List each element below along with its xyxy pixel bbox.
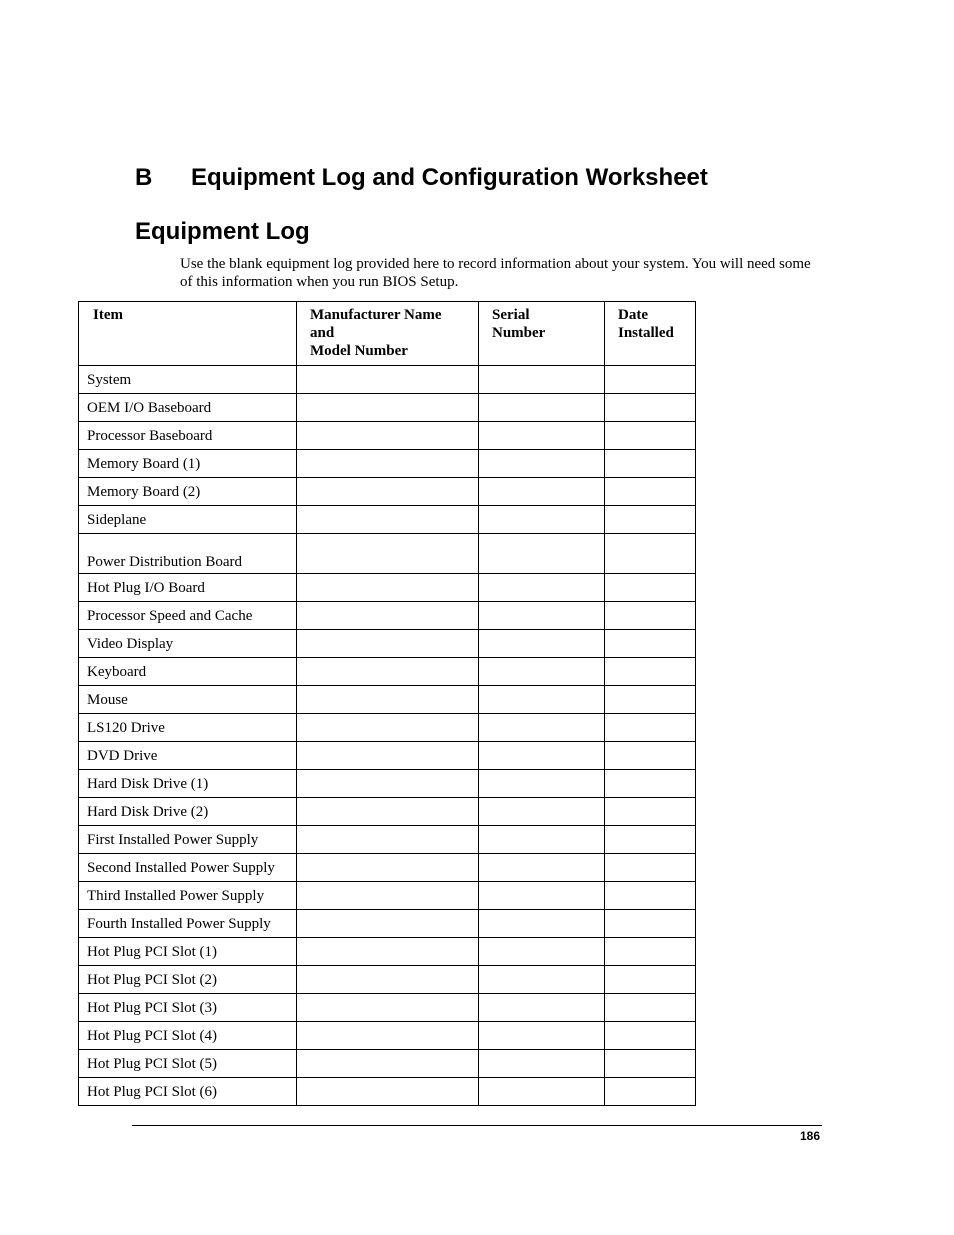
header-manufacturer xyxy=(297,302,479,366)
item-cell: OEM I/O Baseboard xyxy=(79,394,297,422)
serial-cell xyxy=(479,798,605,826)
item-cell: Processor Baseboard xyxy=(79,422,297,450)
manufacturer-cell xyxy=(297,366,479,394)
table-row xyxy=(79,910,696,938)
table-row xyxy=(79,686,696,714)
serial-cell xyxy=(479,966,605,994)
item-cell: Second Installed Power Supply xyxy=(79,854,297,882)
table-row xyxy=(79,478,696,506)
date-cell xyxy=(605,366,696,394)
date-cell xyxy=(605,910,696,938)
manufacturer-cell xyxy=(297,534,479,574)
date-cell xyxy=(605,630,696,658)
appendix-heading xyxy=(135,163,708,193)
serial-cell xyxy=(479,910,605,938)
table-header-row xyxy=(79,302,696,366)
manufacturer-cell xyxy=(297,910,479,938)
date-cell xyxy=(605,742,696,770)
serial-cell xyxy=(479,770,605,798)
item-cell: Keyboard xyxy=(79,658,297,686)
manufacturer-cell xyxy=(297,798,479,826)
item-cell: Memory Board (2) xyxy=(79,478,297,506)
serial-cell xyxy=(479,630,605,658)
item-cell: Hot Plug PCI Slot (2) xyxy=(79,966,297,994)
header-item-line1: Item xyxy=(93,307,123,323)
manufacturer-cell xyxy=(297,574,479,602)
date-cell xyxy=(605,506,696,534)
serial-cell xyxy=(479,394,605,422)
serial-cell xyxy=(479,422,605,450)
manufacturer-cell xyxy=(297,686,479,714)
date-cell xyxy=(605,422,696,450)
table-row xyxy=(79,422,696,450)
manufacturer-cell xyxy=(297,422,479,450)
serial-cell xyxy=(479,602,605,630)
date-cell xyxy=(605,658,696,686)
date-cell xyxy=(605,1078,696,1106)
manufacturer-cell xyxy=(297,854,479,882)
manufacturer-cell xyxy=(297,714,479,742)
date-cell xyxy=(605,1050,696,1078)
table-row xyxy=(79,770,696,798)
manufacturer-cell xyxy=(297,770,479,798)
serial-cell xyxy=(479,938,605,966)
serial-cell xyxy=(479,658,605,686)
item-cell: LS120 Drive xyxy=(79,714,297,742)
manufacturer-cell xyxy=(297,966,479,994)
item-cell: Hot Plug PCI Slot (1) xyxy=(79,938,297,966)
footer-rule xyxy=(132,1125,822,1126)
date-cell xyxy=(605,534,696,574)
header-serial-line2: Number xyxy=(492,325,546,341)
manufacturer-cell xyxy=(297,938,479,966)
table-row xyxy=(79,534,696,574)
header-manufacturer-line3: Model Number xyxy=(310,343,408,359)
table-row xyxy=(79,1022,696,1050)
table-row xyxy=(79,366,696,394)
date-cell xyxy=(605,450,696,478)
serial-cell xyxy=(479,366,605,394)
table-row xyxy=(79,966,696,994)
manufacturer-cell xyxy=(297,882,479,910)
item-cell: First Installed Power Supply xyxy=(79,826,297,854)
serial-cell xyxy=(479,1022,605,1050)
header-date xyxy=(605,302,696,366)
serial-cell xyxy=(479,534,605,574)
manufacturer-cell xyxy=(297,394,479,422)
manufacturer-cell xyxy=(297,630,479,658)
serial-cell xyxy=(479,478,605,506)
serial-cell xyxy=(479,826,605,854)
manufacturer-cell xyxy=(297,1078,479,1106)
table-row xyxy=(79,450,696,478)
item-cell: Mouse xyxy=(79,686,297,714)
table-row xyxy=(79,602,696,630)
serial-cell xyxy=(479,686,605,714)
header-item xyxy=(79,302,297,366)
header-date-line1: Date xyxy=(618,307,648,323)
item-cell: Third Installed Power Supply xyxy=(79,882,297,910)
table-row xyxy=(79,798,696,826)
date-cell xyxy=(605,798,696,826)
equipment-log-table xyxy=(78,301,696,1106)
manufacturer-cell xyxy=(297,658,479,686)
table-row xyxy=(79,394,696,422)
item-cell: Video Display xyxy=(79,630,297,658)
appendix-letter: B xyxy=(135,164,153,191)
appendix-title: Equipment Log and Configuration Worksheet xyxy=(191,164,708,191)
header-manufacturer-line2: and xyxy=(310,325,335,341)
item-cell: Fourth Installed Power Supply xyxy=(79,910,297,938)
serial-cell xyxy=(479,714,605,742)
table-row xyxy=(79,1050,696,1078)
table-row xyxy=(79,742,696,770)
table-row xyxy=(79,1078,696,1106)
item-cell: Hot Plug PCI Slot (5) xyxy=(79,1050,297,1078)
table-row xyxy=(79,826,696,854)
date-cell xyxy=(605,938,696,966)
manufacturer-cell xyxy=(297,1022,479,1050)
table-row xyxy=(79,574,696,602)
header-date-line2: Installed xyxy=(618,325,674,341)
date-cell xyxy=(605,602,696,630)
serial-cell xyxy=(479,1050,605,1078)
date-cell xyxy=(605,714,696,742)
manufacturer-cell xyxy=(297,478,479,506)
manufacturer-cell xyxy=(297,826,479,854)
serial-cell xyxy=(479,574,605,602)
date-cell xyxy=(605,770,696,798)
date-cell xyxy=(605,826,696,854)
item-cell: System xyxy=(79,366,297,394)
item-cell: Hot Plug PCI Slot (4) xyxy=(79,1022,297,1050)
item-cell: Hot Plug PCI Slot (3) xyxy=(79,994,297,1022)
manufacturer-cell xyxy=(297,1050,479,1078)
item-cell: Power Distribution Board xyxy=(79,534,297,574)
table-row xyxy=(79,658,696,686)
table-row xyxy=(79,630,696,658)
date-cell xyxy=(605,882,696,910)
table-row xyxy=(79,714,696,742)
table-row xyxy=(79,938,696,966)
table-row xyxy=(79,506,696,534)
manufacturer-cell xyxy=(297,506,479,534)
serial-cell xyxy=(479,1078,605,1106)
item-cell: Processor Speed and Cache xyxy=(79,602,297,630)
header-manufacturer-line1: Manufacturer Name xyxy=(310,307,442,323)
date-cell xyxy=(605,394,696,422)
manufacturer-cell xyxy=(297,450,479,478)
serial-cell xyxy=(479,882,605,910)
page-number: 186 xyxy=(799,1129,820,1143)
serial-cell xyxy=(479,854,605,882)
date-cell xyxy=(605,478,696,506)
item-cell: Sideplane xyxy=(79,506,297,534)
item-cell: Hot Plug I/O Board xyxy=(79,574,297,602)
item-cell: Hard Disk Drive (1) xyxy=(79,770,297,798)
manufacturer-cell xyxy=(297,742,479,770)
item-cell: Memory Board (1) xyxy=(79,450,297,478)
serial-cell xyxy=(479,742,605,770)
manufacturer-cell xyxy=(297,994,479,1022)
header-serial-line1: Serial xyxy=(492,307,530,323)
serial-cell xyxy=(479,450,605,478)
date-cell xyxy=(605,854,696,882)
header-serial xyxy=(479,302,605,366)
item-cell: DVD Drive xyxy=(79,742,297,770)
date-cell xyxy=(605,686,696,714)
date-cell xyxy=(605,1022,696,1050)
manufacturer-cell xyxy=(297,602,479,630)
section-title: Equipment Log xyxy=(135,218,310,245)
table-row xyxy=(79,994,696,1022)
table-body xyxy=(79,366,696,1106)
table-row xyxy=(79,882,696,910)
date-cell xyxy=(605,574,696,602)
date-cell xyxy=(605,966,696,994)
table-row xyxy=(79,854,696,882)
serial-cell xyxy=(479,994,605,1022)
intro-paragraph: Use the blank equipment log provided here to record information about your system. You will need some of this information when you run BIOS Setup. xyxy=(180,256,811,290)
serial-cell xyxy=(479,506,605,534)
item-cell: Hard Disk Drive (2) xyxy=(79,798,297,826)
date-cell xyxy=(605,994,696,1022)
item-cell: Hot Plug PCI Slot (6) xyxy=(79,1078,297,1106)
